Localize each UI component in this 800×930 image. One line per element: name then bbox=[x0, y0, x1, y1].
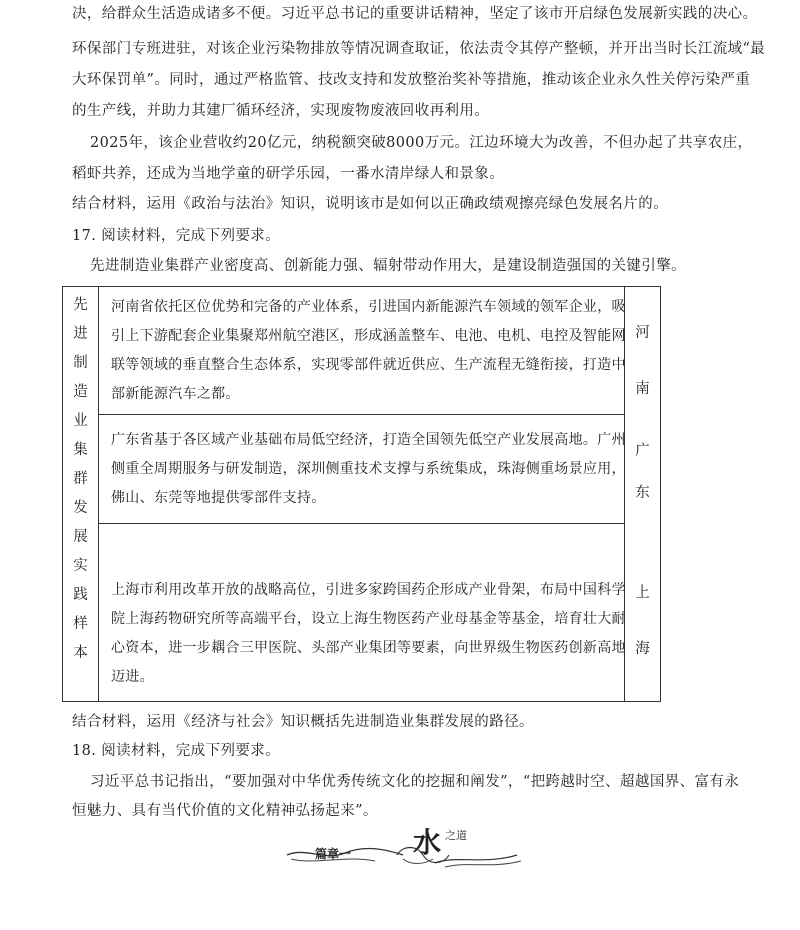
row-divider bbox=[99, 523, 624, 524]
region-char: 海 bbox=[635, 641, 650, 657]
footer-big-char: 水 bbox=[413, 826, 442, 859]
left-label-char: 样 bbox=[73, 616, 88, 632]
row-divider bbox=[99, 414, 624, 415]
cell-line: 部新能源汽车之都。 bbox=[111, 386, 240, 402]
text-line: 稻虾共养，还成为当地学童的研学乐园，一番水清岸绿人和景象。 bbox=[72, 166, 505, 182]
question-heading: 18. 阅读材料，完成下列要求。 bbox=[72, 743, 281, 759]
cell-line: 迈进。 bbox=[111, 669, 154, 685]
left-label-char: 业 bbox=[73, 413, 88, 429]
table-cell-shanghai bbox=[111, 576, 626, 692]
left-label-char: 发 bbox=[73, 500, 88, 516]
question-prompt: 结合材料，运用《经济与社会》知识概括先进制造业集群发展的路径。 bbox=[72, 714, 534, 730]
left-label-char: 集 bbox=[73, 442, 88, 458]
practice-table bbox=[62, 286, 661, 702]
left-label-char: 展 bbox=[73, 529, 88, 545]
question-heading: 17. 阅读材料，完成下列要求。 bbox=[72, 228, 281, 244]
text-line: 环保部门专班进驻，对该企业污染物排放等情况调查取证，依法责令其停产整顿，并开出当时长江流域“最 bbox=[72, 41, 766, 57]
table-left-label-cell bbox=[63, 287, 99, 701]
region-char: 东 bbox=[635, 485, 650, 501]
table-region-column bbox=[624, 287, 660, 701]
region-char: 广 bbox=[635, 443, 650, 459]
left-label-char: 本 bbox=[73, 645, 88, 661]
footer-emblem bbox=[285, 825, 545, 875]
left-label-char: 实 bbox=[73, 558, 88, 574]
cell-line: 侧重全周期服务与研发制造，深圳侧重技术支撑与系统集成，珠海侧重场景应用， bbox=[111, 461, 626, 477]
cell-line: 广东省基于各区域产业基础布局低空经济，打造全国领先低空产业发展高地。广州 bbox=[111, 432, 626, 448]
question-prompt: 结合材料，运用《政治与法治》知识，说明该市是如何以正确政绩观擦亮绿色发展名片的。 bbox=[72, 196, 668, 212]
footer-suffix: 之道 bbox=[445, 829, 467, 842]
left-label-char: 造 bbox=[73, 384, 88, 400]
text-line: 大环保罚单”。同时，通过严格监管、技改支持和发放整治奖补等措施，推动该企业永久性关停污染严重 bbox=[72, 72, 751, 88]
cell-line: 佛山、东莞等地提供零部件支持。 bbox=[111, 490, 326, 506]
cell-line: 河南省依托区位优势和完备的产业体系，引进国内新能源汽车领域的领军企业，吸 bbox=[111, 299, 626, 315]
text-line: 2025年，该企业营收约20亿元，纳税额突破8000万元。江边环境大为改善，不但办起了共享农庄， bbox=[90, 135, 753, 151]
left-label-char: 进 bbox=[73, 326, 88, 342]
left-label-char: 群 bbox=[73, 471, 88, 487]
text-line: 恒魅力、具有当代价值的文化精神弘扬起来”。 bbox=[72, 803, 378, 819]
cell-line: 院上海药物研究所等高端平台，设立上海生物医药产业母基金等基金，培育壮大耐 bbox=[111, 611, 626, 627]
cell-line: 上海市利用改革开放的战略高位，引进多家跨国药企形成产业骨架，布局中国科学 bbox=[111, 582, 626, 598]
cell-line: 心资本，进一步耦合三甲医院、头部产业集团等要素，向世界级生物医药创新高地 bbox=[111, 640, 626, 656]
cell-line: 联等领域的垂直整合生态体系，实现零部件就近供应、生产流程无缝衔接，打造中 bbox=[111, 357, 626, 373]
region-char: 河 bbox=[635, 325, 650, 341]
table-cell-henan bbox=[111, 293, 626, 409]
text-line: 先进制造业集群产业密度高、创新能力强、辐射带动作用大，是建设制造强国的关键引擎。 bbox=[90, 258, 686, 274]
left-label-char: 制 bbox=[73, 355, 88, 371]
footer-prefix: 篇章一 bbox=[315, 847, 352, 861]
text-line: 决，给群众生活造成诸多不便。习近平总书记的重要讲话精神，坚定了该市开启绿色发展新实践的决心。 bbox=[72, 6, 758, 22]
region-char: 南 bbox=[635, 381, 650, 397]
table-cell-guangdong bbox=[111, 426, 626, 513]
left-label-char: 先 bbox=[73, 297, 88, 313]
text-line: 的生产线，并助力其建厂循环经济，实现废物废液回收再利用。 bbox=[72, 103, 490, 119]
cell-line: 引上下游配套企业集聚郑州航空港区，形成涵盖整车、电池、电机、电控及智能网 bbox=[111, 328, 626, 344]
left-label-char: 践 bbox=[73, 587, 88, 603]
region-char: 上 bbox=[635, 585, 650, 601]
text-line: 习近平总书记指出，“要加强对中华优秀传统文化的挖掘和阐发”，“把跨越时空、超越国界、富有永 bbox=[90, 774, 740, 790]
